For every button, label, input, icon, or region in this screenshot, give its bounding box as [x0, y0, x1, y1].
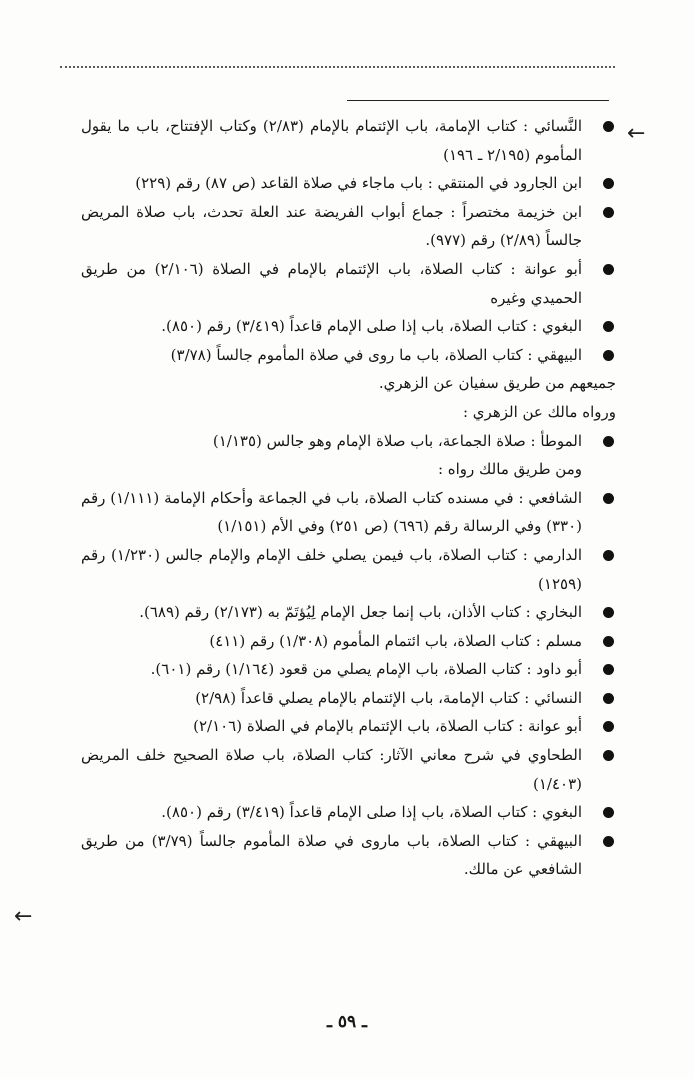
citation-entry: [81, 712, 616, 741]
citation-entry: [81, 169, 616, 198]
left-arrow-icon-bottom: ←: [14, 904, 33, 929]
dotted-header-line: [60, 66, 615, 78]
citation-entry: [81, 798, 616, 827]
citation-text: ابن الجارود في المنتقي : باب ماجاء في صلاة القاعد (ص ٨٧) رقم (٢٢٩): [135, 174, 582, 193]
citation-entry: [81, 627, 616, 656]
bullet-icon: [603, 836, 614, 847]
citation-text: أبو عوانة : كتاب الصلاة، باب الإئتمام بالإمام في الصلاة (٢/١٠٦): [193, 717, 582, 736]
left-arrow-icon: ←: [627, 121, 646, 146]
narration-note: جميعهم من طريق سفيان عن الزهري.: [378, 374, 616, 393]
bullet-icon: [603, 721, 614, 732]
narration-subnote: ومن طريق مالك رواه :: [437, 460, 582, 479]
citation-text: مسلم : كتاب الصلاة، باب ائتمام المأموم (١/٣٠٨) رقم (٤١١): [209, 631, 582, 650]
bullet-icon: [603, 436, 614, 447]
bullet-icon: [603, 178, 614, 189]
bullet-icon: [603, 321, 614, 332]
citation-text: البغوي : كتاب الصلاة، باب إذا صلى الإمام قاعداً (٣/٤١٩) رقم (٨٥٠).: [161, 317, 582, 336]
bullet-icon: [603, 121, 614, 132]
citation-text: الموطأ : صلاة الجماعة، باب صلاة الإمام وهو جالس (١/١٣٥): [212, 431, 582, 450]
bullet-icon: [603, 264, 614, 275]
citation-entry: [81, 484, 616, 541]
bullet-icon: [603, 636, 614, 647]
page-number: ـ ٥٩ ـ: [326, 1012, 368, 1032]
citation-text: البيهقي : كتاب الصلاة، باب ماروى في صلاة المأموم جالساً (٣/٧٩) من طريق الشافعي عن مالك.: [81, 831, 582, 879]
citation-entry: [81, 427, 616, 456]
citation-entry: [81, 255, 616, 312]
citation-entry: [81, 827, 616, 884]
citation-entry: [81, 112, 616, 169]
bullet-icon: [603, 693, 614, 704]
citation-text: البخاري : كتاب الأذان، باب إنما جعل الإمام لِيُؤتَمّ به (٢/١٧٣) رقم (٦٨٩).: [139, 603, 582, 622]
citation-text: الطحاوي في شرح معاني الآثار: كتاب الصلاة، باب صلاة الصحيح خلف المريض (١/٤٠٣): [81, 746, 582, 793]
citation-text: النسائي : كتاب الإمامة، باب الإئتمام بالإمام يصلي قاعداً (٢/٩٨): [195, 688, 582, 707]
narration-note: ورواه مالك عن الزهري :: [462, 402, 616, 421]
citation-text: أبو داود : كتاب الصلاة، باب الإمام يصلي من قعود (١/١٦٤) رقم (٦٠١).: [150, 660, 582, 679]
citation-text: الدارمي : كتاب الصلاة، باب فيمن يصلي خلف الإمام والإمام جالس (١/٢٣٠) رقم (١٢٥٩): [81, 545, 582, 593]
citation-text: النَّسائي : كتاب الإمامة، باب الإئتمام بالإمام (٢/٨٣) وكتاب الإفتتاح، باب ما يقول المأموم (٢/١٩٥ ـ ١٩٦): [81, 117, 582, 164]
bullet-icon: [603, 350, 614, 361]
footnotes-body: [81, 112, 616, 884]
citation-entry: [81, 655, 616, 684]
citation-entry: [81, 598, 616, 627]
citation-entry: [81, 312, 616, 341]
citation-text: البغوي : كتاب الصلاة، باب إذا صلى الإمام قاعداً (٣/٤١٩) رقم (٨٥٠).: [161, 803, 582, 822]
bullet-icon: [603, 607, 614, 618]
bullet-icon: [603, 664, 614, 675]
citation-entry: [81, 541, 616, 598]
bullet-icon: [603, 807, 614, 818]
citation-text: الشافعي : في مسنده كتاب الصلاة، باب في الجماعة وأحكام الإمامة (١/١١١) رقم (٣٣٠) وفي الرسالة رقم (٦٩٦) (ص ٢٥١) وفي الأم (١/١٥١): [81, 488, 582, 536]
bullet-icon: [603, 493, 614, 504]
citation-text: أبو عوانة : كتاب الصلاة، باب الإئتمام بالإمام في الصلاة (٢/١٠٦) من طريق الحميدي وغيره: [81, 259, 582, 307]
footnote-separator: [347, 100, 609, 101]
bullet-icon: [603, 750, 614, 761]
citation-entry: [81, 741, 616, 798]
bullet-icon: [603, 207, 614, 218]
citation-text: البيهقي : كتاب الصلاة، باب ما روى في صلاة المأموم جالساً (٣/٧٨): [170, 345, 582, 364]
citation-entry: [81, 684, 616, 713]
bullet-icon: [603, 550, 614, 561]
citation-entry: [81, 341, 616, 370]
citation-entry: [81, 198, 616, 255]
citation-text: ابن خزيمة مختصراً : جماع أبواب الفريضة عند العلة تحدث، باب صلاة المريض جالساً (٢/٨٩) رقم (٩٧٧).: [81, 202, 582, 250]
